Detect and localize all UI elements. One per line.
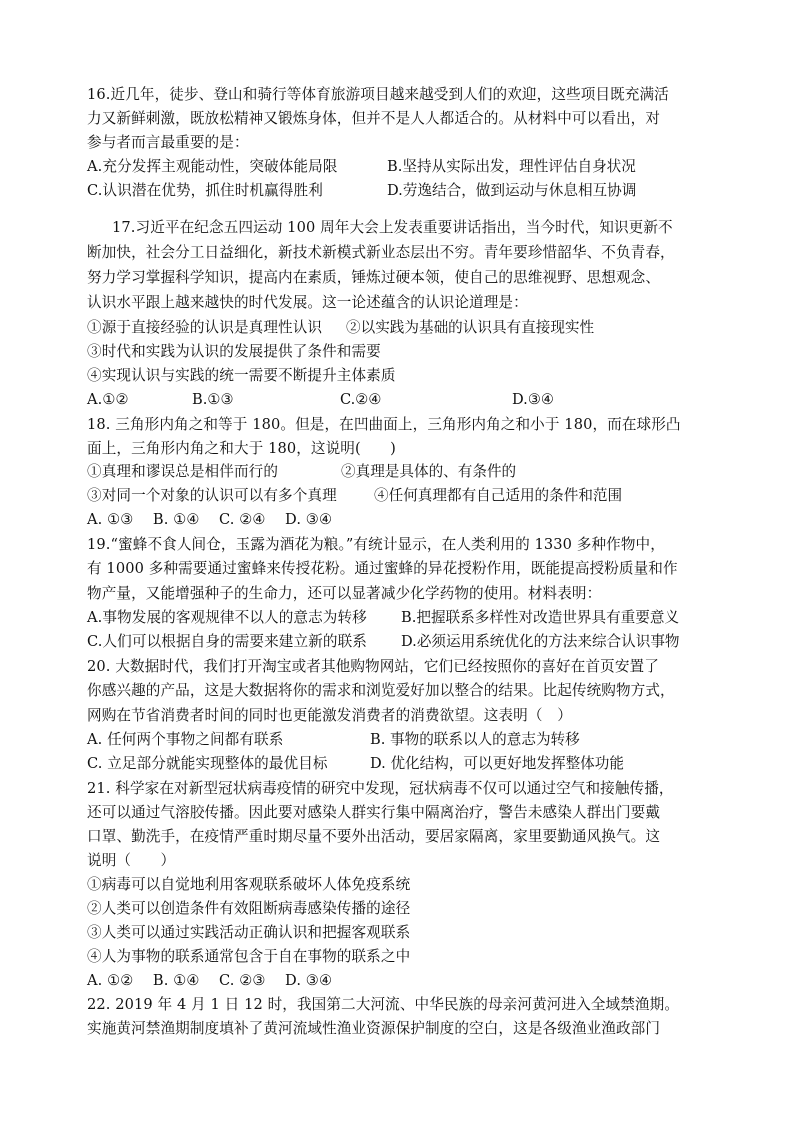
q21-statement-3: ③人类可以通过实践活动正确认识和把握客观联系 <box>87 924 411 941</box>
q18-statement-3: ③对同一个对象的认识可以有多个真理 <box>87 487 337 504</box>
q21-stem-line-3: 口罩、勤洗手，在疫情严重时期尽量不要外出活动，要居家隔离，家里要勤通风换气。这 <box>87 828 661 845</box>
q16-stem-line-1: 16.近几年，徒步、登山和骑行等体育旅游项目越来越受到人们的欢迎，这些项目既充满活 <box>87 86 669 103</box>
q22-stem-line-1: 22. 2019 年 4 月 1 日 12 时，我国第二大河流、中华民族的母亲河黄河进入全域禁渔期。 <box>87 996 680 1013</box>
q19-stem-line-3: 物产量，又能增强种子的生命力，还可以显著减少化学药物的使用。材料表明： <box>87 585 602 602</box>
q17-option-d: D.③④ <box>512 391 554 408</box>
q18-stem-line-2: 面上，三角形内角之和大于 180，这说明( ) <box>87 440 396 457</box>
q18-statement-2: ②真理是具体的、有条件的 <box>341 463 517 480</box>
q17-statement-1: ①源于直接经验的认识是真理性认识 <box>87 319 323 336</box>
q19-option-a: A.事物发展的客观规律不以人的意志为转移 <box>87 609 367 626</box>
q18-statement-1: ①真理和谬误总是相伴而行的 <box>87 463 279 480</box>
q16-option-b: B.坚持从实际出发，理性评估自身状况 <box>387 158 636 175</box>
q21-options: A. ①② B. ①④ C. ②③ D. ③④ <box>87 972 333 989</box>
q19-stem-line-1: 19.“蜜蜂不食人间仓，玉露为酒花为粮。”有统计显示，在人类利用的 1330 多种作物中， <box>87 536 665 553</box>
q16-option-c: C.认识潜在优势，抓住时机赢得胜利 <box>87 182 323 199</box>
q21-stem-line-1: 21. 科学家在对新型冠状病毒疫情的研究中发现，冠状病毒不仅可以通过空气和接触传播， <box>87 780 674 797</box>
q20-option-c: C. 立足部分就能实现整体的最优目标 <box>87 755 328 772</box>
q17-option-a: A.①② <box>87 391 129 408</box>
q19-stem-line-2: 有 1000 多种需要通过蜜蜂来传授花粉。通过蜜蜂的异花授粉作用，既能提高授粉质量和作 <box>87 560 678 577</box>
q20-stem-line-3: 网购在节省消费者时间的同时也更能激发消费者的消费欲望。这表明（ ） <box>87 707 572 724</box>
q17-stem-line-4: 认识水平跟上越来越快的时代发展。这一论述蕴含的认识论道理是： <box>87 294 528 311</box>
q18-statement-4: ④任何真理都有自己适用的条件和范围 <box>374 487 623 504</box>
q17-statement-4: ④实现认识与实践的统一需要不断提升主体素质 <box>87 367 396 384</box>
q21-statement-4: ④人为事物的联系通常包含于自在事物的联系之中 <box>87 948 411 965</box>
q17-option-c: C.②④ <box>340 391 382 408</box>
q21-stem-line-4: 说明（ ） <box>87 852 176 869</box>
q20-stem-line-1: 20. 大数据时代，我们打开淘宝或者其他购物网站，它们已经按照你的喜好在首页安置了 <box>87 658 659 675</box>
q17-statement-2: ②以实践为基础的认识具有直接现实性 <box>346 319 595 336</box>
q17-option-b: B.①③ <box>192 391 234 408</box>
q16-stem-line-2: 力又新鲜刺激，既放松精神又锻炼身体，但并不是人人都适合的。从材料中可以看出，对 <box>87 110 661 127</box>
q20-option-a: A. 任何两个事物之间都有联系 <box>87 731 284 748</box>
q22-stem-line-2: 实施黄河禁渔期制度填补了黄河流域性渔业资源保护制度的空白，这是各级渔业渔政部门 <box>87 1020 661 1037</box>
q21-statement-2: ②人类可以创造条件有效阻断病毒感染传播的途径 <box>87 900 411 917</box>
q17-stem-line-1: 17.习近平在纪念五四运动 100 周年大会上发表重要讲话指出，当今时代，知识更新不 <box>112 219 673 236</box>
q17-statement-3: ③时代和实践为认识的发展提供了条件和需要 <box>87 343 381 360</box>
q16-option-a: A.充分发挥主观能动性，突破体能局限 <box>87 158 338 175</box>
q21-stem-line-2: 还可以通过气溶胶传播。因此要对感染人群实行集中隔离治疗，警告未感染人群出门要戴 <box>87 804 661 821</box>
q16-stem-line-3: 参与者而言最重要的是： <box>87 134 249 151</box>
q21-statement-1: ①病毒可以自觉地利用客观联系破坏人体免疫系统 <box>87 876 411 893</box>
q18-options: A. ①③ B. ①④ C. ②④ D. ③④ <box>87 511 333 528</box>
q17-stem-line-2: 断加快，社会分工日益细化，新技术新模式新业态层出不穷。青年要珍惜韶华、不负青春， <box>87 244 675 261</box>
q18-stem-line-1: 18. 三角形内角之和等于 180。但是，在凹曲面上，三角形内角之和小于 180，而在球形凸 <box>87 416 681 433</box>
q17-stem-line-3: 努力学习掌握科学知识，提高内在素质，锤炼过硬本领，使自己的思维视野、思想观念、 <box>87 269 661 286</box>
q19-option-b: B.把握联系多样性对改造世界具有重要意义 <box>401 609 680 626</box>
q20-option-b: B. 事物的联系以人的意志为转移 <box>370 731 580 748</box>
q16-option-d: D.劳逸结合，做到运动与休息相互协调 <box>387 182 637 199</box>
q19-option-c: C.人们可以根据自身的需要来建立新的联系 <box>87 633 367 650</box>
q20-stem-line-2: 你感兴趣的产品，这是大数据将你的需求和浏览爱好加以整合的结果。比起传统购物方式， <box>87 682 675 699</box>
q20-option-d: D. 优化结构，可以更好地发挥整体功能 <box>370 755 624 772</box>
q19-option-d: D.必须运用系统优化的方法来综合认识事物 <box>401 633 680 650</box>
